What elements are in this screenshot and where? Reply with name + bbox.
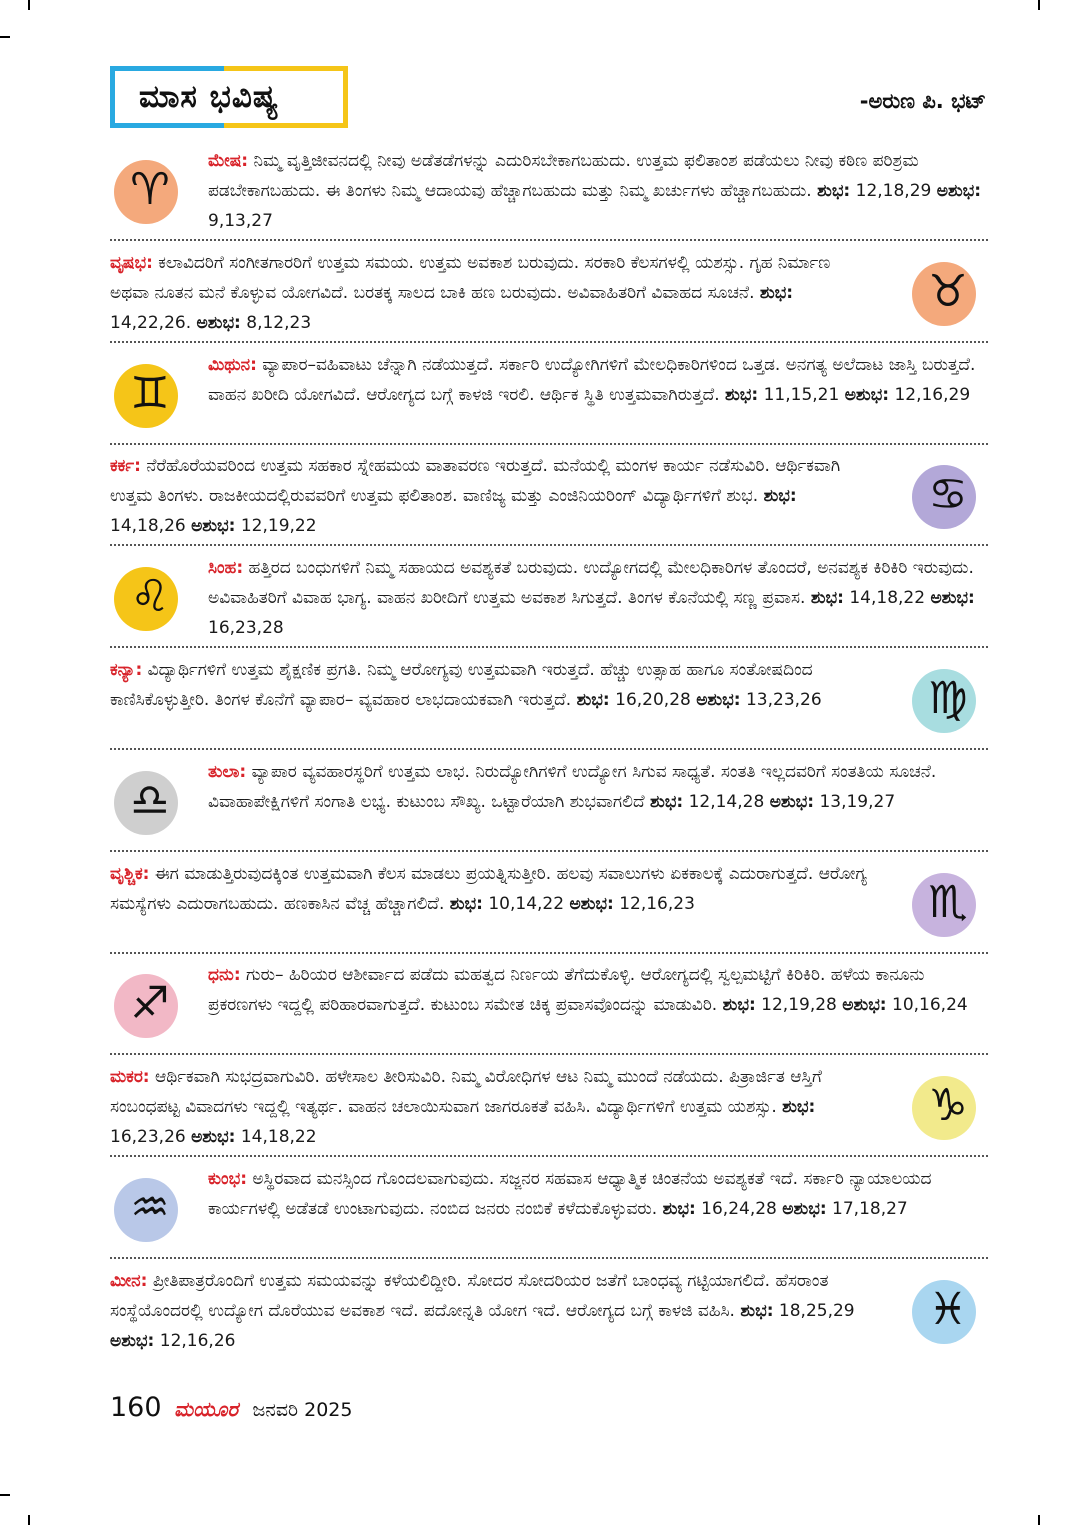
horoscope-text [110,1266,870,1356]
entry-divider [110,1053,988,1055]
crop-mark [1038,0,1040,10]
lucky-dates: 10,14,22 [488,894,565,914]
horoscope-text [110,1062,870,1152]
unlucky-dates: 16,23,28 [208,618,284,638]
sign-name: ಕುಂಭ: [208,1169,247,1189]
sign-name: ಮಕರ: [110,1067,150,1087]
prediction-text: ಅಸ್ಥಿರವಾದ ಮನಸ್ಸಿಂದ ಗೊಂದಲವಾಗುವುದು. ಸಜ್ಜನರ ಸಹವಾಸ ಆಧ್ಯಾತ್ಮಿಕ ಚಿಂತನೆಯ ಅವಶ್ಯಕತೆ ಇದೆ. ಸರ್ಕಾರಿ ನ್ಯಾಯಾಲಯದ ಕಾರ್ಯಗಳಲ್ಲಿ ಅಡೆತಡೆ ಉಂಟಾಗುವುದು. ನಂಬಿದ ಜನರು ನಂಬಿಕೆ ಕಳೆದುಕೊಳ್ಳುವರು. [208,1169,932,1219]
lucky-label: ಶುಭ: [763,486,797,506]
crop-mark [28,0,30,10]
unlucky-label: ಅಶುಭ: [844,385,890,405]
svg-text:♓: ♓ [928,1284,968,1335]
horoscope-text [208,1164,988,1224]
horoscope-text [208,553,988,643]
unlucky-dates: 17,18,27 [832,1199,908,1219]
svg-text:♒: ♒ [130,1182,170,1233]
horoscope-entry [110,751,988,852]
sign-name: ಸಿಂಹ: [208,558,244,578]
lucky-dates: 14,18,22 [849,588,926,608]
sign-name: ವೃಷಭ: [110,253,153,273]
lucky-label: ಶುಭ: [662,1199,696,1219]
svg-text:♏: ♏ [928,877,968,928]
horoscope-text [208,960,988,1020]
unlucky-label: ಅಶುಭ: [842,995,887,1015]
horoscope-entry [110,445,988,546]
horoscope-text [110,655,870,715]
entry-divider [110,1155,988,1157]
entry-divider [110,239,988,241]
horoscope-entry [110,954,988,1055]
lucky-label: ಶುಭ: [722,995,756,1015]
horoscope-text [208,757,988,817]
crop-mark [28,1515,30,1525]
svg-text:♌: ♌ [130,571,170,622]
lucky-dates: 16,20,28 [615,690,691,710]
lucky-label: ಶುಭ: [449,894,483,914]
unlucky-label: ಅಶುಭ: [191,1127,236,1147]
unlucky-dates: 12,16,26 [159,1331,236,1351]
sign-name: ಕರ್ಕ: [110,456,141,476]
lucky-label: ಶುಭ: [650,792,684,812]
prediction-text: ಕಲಾವಿದರಿಗೆ ಸಂಗೀತಗಾರರಿಗೆ ಉತ್ತಮ ಸಮಯ. ಉತ್ತಮ ಅವಕಾಶ ಬರುವುದು. ಸರಕಾರಿ ಕೆಲಸಗಳಲ್ಲಿ ಯಶಸ್ಸು. ಗೃಹ ನಿರ್ಮಾಣ ಅಥವಾ ನೂತನ ಮನೆ ಕೊಳ್ಳುವ ಯೋಗವಿದೆ. ಬರತಕ್ಕ ಸಾಲದ ಬಾಕಿ ಹಣ ಬರುವುದು. ಅವಿವಾಹಿತರಿಗೆ ವಿವಾಹದ ಸೂಚನೆ. [110,253,831,303]
unlucky-dates: 10,16,24 [892,995,968,1015]
svg-text:♐: ♐ [130,978,170,1029]
svg-text:♑: ♑ [928,1080,968,1131]
prediction-text: ಆರ್ಥಿಕವಾಗಿ ಸುಭದ್ರವಾಗುವಿರಿ. ಹಳೇಸಾಲ ತೀರಿಸುವಿರಿ. ನಿಮ್ಮ ವಿರೋಧಿಗಳ ಆಟ ನಿಮ್ಮ ಮುಂದೆ ನಡೆಯದು. ಪಿತ್ರಾರ್ಜಿತ ಆಸ್ತಿಗೆ ಸಂಬಂಧಪಟ್ಟ ವಿವಾದಗಳು ಇದ್ದಲ್ಲಿ ಇತ್ಯರ್ಥ. ವಾಹನ ಚಲಾಯಿಸುವಾಗ ಜಾಗರೂಕತೆ ವಹಿಸಿ. ವಿದ್ಯಾರ್ಥಿಗಳಿಗೆ ಉತ್ತಮ ಯಶಸ್ಸು. [110,1067,822,1117]
unlucky-dates: 13,19,27 [819,792,896,812]
title-box [110,66,348,128]
horoscope-text [110,451,870,541]
svg-text:♍: ♍ [928,673,968,724]
twins-icon [110,352,190,432]
lucky-dates: 16,24,28 [701,1199,777,1219]
prediction-text: ಗುರು– ಹಿರಿಯರ ಆಶೀರ್ವಾದ ಪಡೆದು ಮಹತ್ವದ ನಿರ್ಣಯ ತೆಗೆದುಕೊಳ್ಳಿ. ಆರೋಗ್ಯದಲ್ಲಿ ಸ್ವಲ್ಪಮಟ್ಟಿಗೆ ಕಿರಿಕಿರಿ. ಹಳೆಯ ಕಾನೂನು ಪ್ರಕರಣಗಳು ಇದ್ದಲ್ಲಿ ಪರಿಹಾರವಾಗುತ್ತದೆ. ಕುಟುಂಬ ಸಮೇತ ಚಿಕ್ಕ ಪ್ರವಾಸವೊಂದನ್ನು ಮಾಡುವಿರಿ. [208,965,925,1015]
lucky-label: ಶುಭ: [810,588,844,608]
unlucky-label: ಅಶುಭ: [191,516,236,536]
svg-text:♊: ♊ [130,368,170,419]
unlucky-label: ಅಶುಭ: [930,588,975,608]
crop-mark [1038,1515,1040,1525]
prediction-text: ನಿಮ್ಮ ವೃತ್ತಿಜೀವನದಲ್ಲಿ ನೀವು ಅಡೆತಡೆಗಳನ್ನು ಎದುರಿಸಬೇಕಾಗಬಹುದು. ಉತ್ತಮ ಫಲಿತಾಂಶ ಪಡೆಯಲು ನೀವು ಕಠಿಣ ಪರಿಶ್ರಮ ಪಡಬೇಕಾಗಬಹುದು. ಈ ತಿಂಗಳು ನಿಮ್ಮ ಆದಾಯವು ಹೆಚ್ಚಾಗಬಹುದು ಮತ್ತು ನಿಮ್ಮ ಖರ್ಚುಗಳು ಹೆಚ್ಚಾಗಬಹುದು. [208,151,919,201]
unlucky-dates: 13,23,26 [745,690,822,710]
unlucky-dates: 14,18,22 [240,1127,317,1147]
unlucky-label: ಅಶುಭ: [936,181,982,201]
scales-icon [110,759,190,839]
svg-text:♉: ♉ [928,266,968,317]
entry-divider [110,544,988,546]
unlucky-label: ಅಶುಭ: [196,313,241,333]
unlucky-label: ಅಶುಭ: [110,1331,155,1351]
page-number: 160 [110,1392,162,1423]
archer-icon [110,962,190,1042]
crop-mark [0,1494,10,1496]
svg-text:♈: ♈ [130,164,170,215]
horoscope-text [208,146,988,236]
lucky-label: ಶುಭ: [725,385,759,405]
sign-name: ಧನು: [208,965,241,985]
svg-text:♎: ♎ [130,775,170,826]
horoscope-text [208,350,988,410]
fish-icon [908,1268,988,1348]
horoscope-entry [110,344,988,445]
crocodile-icon [908,1064,988,1144]
unlucky-dates: 9,13,27 [208,211,273,231]
prediction-text: ಹತ್ತಿರದ ಬಂಧುಗಳಿಗೆ ನಿಮ್ಮ ಸಹಾಯದ ಅವಶ್ಯಕತೆ ಬರುವುದು. ಉದ್ಯೋಗದಲ್ಲಿ ಮೇಲಧಿಕಾರಿಗಳ ತೊಂದರೆ, ಅನವಶ್ಯಕ ಕಿರಿಕಿರಿ ಇರುವುದು. ಅವಿವಾಹಿತರಿಗೆ ವಿವಾಹ ಭಾಗ್ಯ. ವಾಹನ ಖರೀದಿಗೆ ಉತ್ತಮ ಅವಕಾಶ ಸಿಗುತ್ತದೆ. ತಿಂಗಳ ಕೊನೆಯಲ್ಲಿ ಸಣ್ಣ ಪ್ರವಾಸ. [208,558,974,608]
entry-divider [110,748,988,750]
sign-name: ಮೇಷ: [208,151,249,171]
lucky-dates: 14,18,26 [110,516,186,536]
lucky-dates: 18,25,29 [778,1301,855,1321]
prediction-text: ವಿದ್ಯಾರ್ಥಿಗಳಿಗೆ ಉತ್ತಮ ಶೈಕ್ಷಣಿಕ ಪ್ರಗತಿ. ನಿಮ್ಮ ಆರೋಗ್ಯವು ಉತ್ತಮವಾಗಿ ಇರುತ್ತದೆ. ಹೆಚ್ಚು ಉತ್ಸಾಹ ಹಾಗೂ ಸಂತೋಷದಿಂದ ಕಾಣಿಸಿಕೊಳ್ಳುತ್ತೀರಿ. ತಿಂಗಳ ಕೊನೆಗೆ ವ್ಯಾಪಾರ– ವ್ಯವಹಾರ ಲಾಭದಾಯಕವಾಗಿ ಇರುತ್ತದೆ. [110,660,813,710]
horoscope-entry [110,649,988,750]
magazine-name: ಮಯೂರ [174,1397,238,1421]
lucky-dates: 14,22,26. [110,313,192,333]
lion-icon [110,555,190,635]
lucky-dates: 12,14,28 [688,792,765,812]
horoscope-entry [110,242,988,343]
lucky-label: ಶುಭ: [782,1097,816,1117]
page-footer [110,1392,352,1423]
unlucky-dates: 8,12,23 [246,313,312,333]
crab-icon [908,453,988,533]
prediction-text: ವ್ಯಾಪಾರ–ವಹಿವಾಟು ಚೆನ್ನಾಗಿ ನಡೆಯುತ್ತದೆ. ಸರ್ಕಾರಿ ಉದ್ಯೋಗಿಗಳಿಗೆ ಮೇಲಧಿಕಾರಿಗಳಿಂದ ಒತ್ತಡ. ಅನಗತ್ಯ ಅಲೆದಾಟ ಜಾಸ್ತಿ ಬರುತ್ತದೆ. ವಾಹನ ಖರೀದಿ ಯೋಗವಿದೆ. ಆರೋಗ್ಯದ ಬಗ್ಗೆ ಕಾಳಜಿ ಇರಲಿ. ಆರ್ಥಿಕ ಸ್ಥಿತಿ ಉತ್ತಮವಾಗಿರುತ್ತದೆ. [208,355,976,405]
issue-date: ಜನವರಿ 2025 [252,1399,353,1421]
unlucky-label: ಅಶುಭ: [782,1199,827,1219]
crop-mark [0,36,10,38]
lucky-label: ಶುಭ: [759,283,794,303]
unlucky-dates: 12,16,29 [894,385,971,405]
horoscope-entry [110,1158,988,1259]
prediction-text: ವ್ಯಾಪಾರ ವ್ಯವಹಾರಸ್ಥರಿಗೆ ಉತ್ತಮ ಲಾಭ. ನಿರುದ್ಯೋಗಿಗಳಿಗೆ ಉದ್ಯೋಗ ಸಿಗುವ ಸಾಧ್ಯತೆ. ಸಂತತಿ ಇಲ್ಲದವರಿಗೆ ಸಂತತಿಯ ಸೂಚನೆ. ವಿವಾಹಾಪೇಕ್ಷಿಗಳಿಗೆ ಸಂಗಾತಿ ಲಭ್ಯ. ಕುಟುಂಬ ಸೌಖ್ಯ. ಒಟ್ಟಾರೆಯಾಗಿ ಶುಭವಾಗಲಿದೆ [208,762,937,812]
water-bearer-icon [110,1166,190,1246]
horoscope-entry [110,1260,988,1361]
lucky-label: ಶುಭ: [576,690,610,710]
entry-divider [110,341,988,343]
horoscope-entry [110,1056,988,1157]
sign-name: ತುಲಾ: [208,762,247,782]
lucky-dates: 11,15,21 [763,385,840,405]
bull-icon [908,250,988,330]
lucky-dates: 16,23,26 [110,1127,186,1147]
prediction-text: ಪ್ರೀತಿಪಾತ್ರರೊಂದಿಗೆ ಉತ್ತಮ ಸಮಯವನ್ನು ಕಳೆಯಲಿದ್ದೀರಿ. ಸೋದರ ಸೋದರಿಯರ ಜತೆಗೆ ಬಾಂಧವ್ಯ ಗಟ್ಟಿಯಾಗಲಿದೆ. ಹೆಸರಾಂತ ಸಂಸ್ಥೆಯೊಂದರಲ್ಲಿ ಉದ್ಯೋಗ ದೊರೆಯುವ ಅವಕಾಶ ಇದೆ. ಪದೋನ್ನತಿ ಯೋಗ ಇದೆ. ಆರೋಗ್ಯದ ಬಗ್ಗೆ ಕಾಳಜಿ ವಹಿಸಿ. [110,1271,829,1321]
unlucky-label: ಅಶುಭ: [696,690,741,710]
sign-name: ವೃಶ್ಚಿಕ: [110,864,150,884]
prediction-text: ನೆರೆಹೊರೆಯವರಿಂದ ಉತ್ತಮ ಸಹಕಾರ ಸ್ನೇಹಮಯ ವಾತಾವರಣ ಇರುತ್ತದೆ. ಮನೆಯಲ್ಲಿ ಮಂಗಳ ಕಾರ್ಯ ನಡೆಸುವಿರಿ. ಆರ್ಥಿಕವಾಗಿ ಉತ್ತಮ ತಿಂಗಳು. ರಾಜಕೀಯದಲ್ಲಿರುವವರಿಗೆ ಉತ್ತಮ ಫಲಿತಾಂಶ. ವಾಣಿಜ್ಯ ಮತ್ತು ಎಂಜಿನಿಯರಿಂಗ್ ವಿದ್ಯಾರ್ಥಿಗಳಿಗೆ ಶುಭ. [110,456,841,506]
entry-divider [110,646,988,648]
horoscope-entry [110,140,988,241]
horoscope-entry [110,547,988,648]
prediction-text: ಈಗ ಮಾಡುತ್ತಿರುವುದಕ್ಕಿಂತ ಉತ್ತಮವಾಗಿ ಕೆಲಸ ಮಾಡಲು ಪ್ರಯತ್ನಿಸುತ್ತೀರಿ. ಹಲವು ಸವಾಲುಗಳು ಏಕಕಾಲಕ್ಕೆ ಎದುರಾಗುತ್ತದೆ. ಆರೋಗ್ಯ ಸಮಸ್ಯೆಗಳು ಎದುರಾಗಬಹುದು. ಹಣಕಾಸಿನ ವೆಚ್ಚ ಹೆಚ್ಚಾಗಲಿದೆ. [110,864,867,914]
scorpion-icon [908,861,988,941]
entry-divider [110,850,988,852]
unlucky-label: ಅಶುಭ: [569,894,614,914]
unlucky-label: ಅಶುಭ: [769,792,815,812]
ram-icon [110,148,190,228]
sign-name: ಮಿಥುನ: [208,355,257,375]
author-byline: -ಅರುಣ ಪಿ. ಭಟ್ [859,89,986,113]
horoscope-text [110,859,870,919]
unlucky-dates: 12,16,23 [619,894,695,914]
horoscope-text [110,248,870,338]
lucky-label: ಶುಭ: [740,1301,774,1321]
lucky-label: ಶುಭ: [817,181,851,201]
sign-name: ಕನ್ಯಾ: [110,660,143,680]
page-title: ಮಾಸ ಭವಿಷ್ಯ [139,79,280,115]
lucky-dates: 12,18,29 [855,181,932,201]
sign-name: ಮೀನ: [110,1271,148,1291]
maiden-icon [908,657,988,737]
horoscope-entry [110,853,988,954]
lucky-dates: 12,19,28 [761,995,837,1015]
unlucky-dates: 12,19,22 [240,516,317,536]
entry-divider [110,1257,988,1259]
svg-text:♋: ♋ [928,469,968,520]
